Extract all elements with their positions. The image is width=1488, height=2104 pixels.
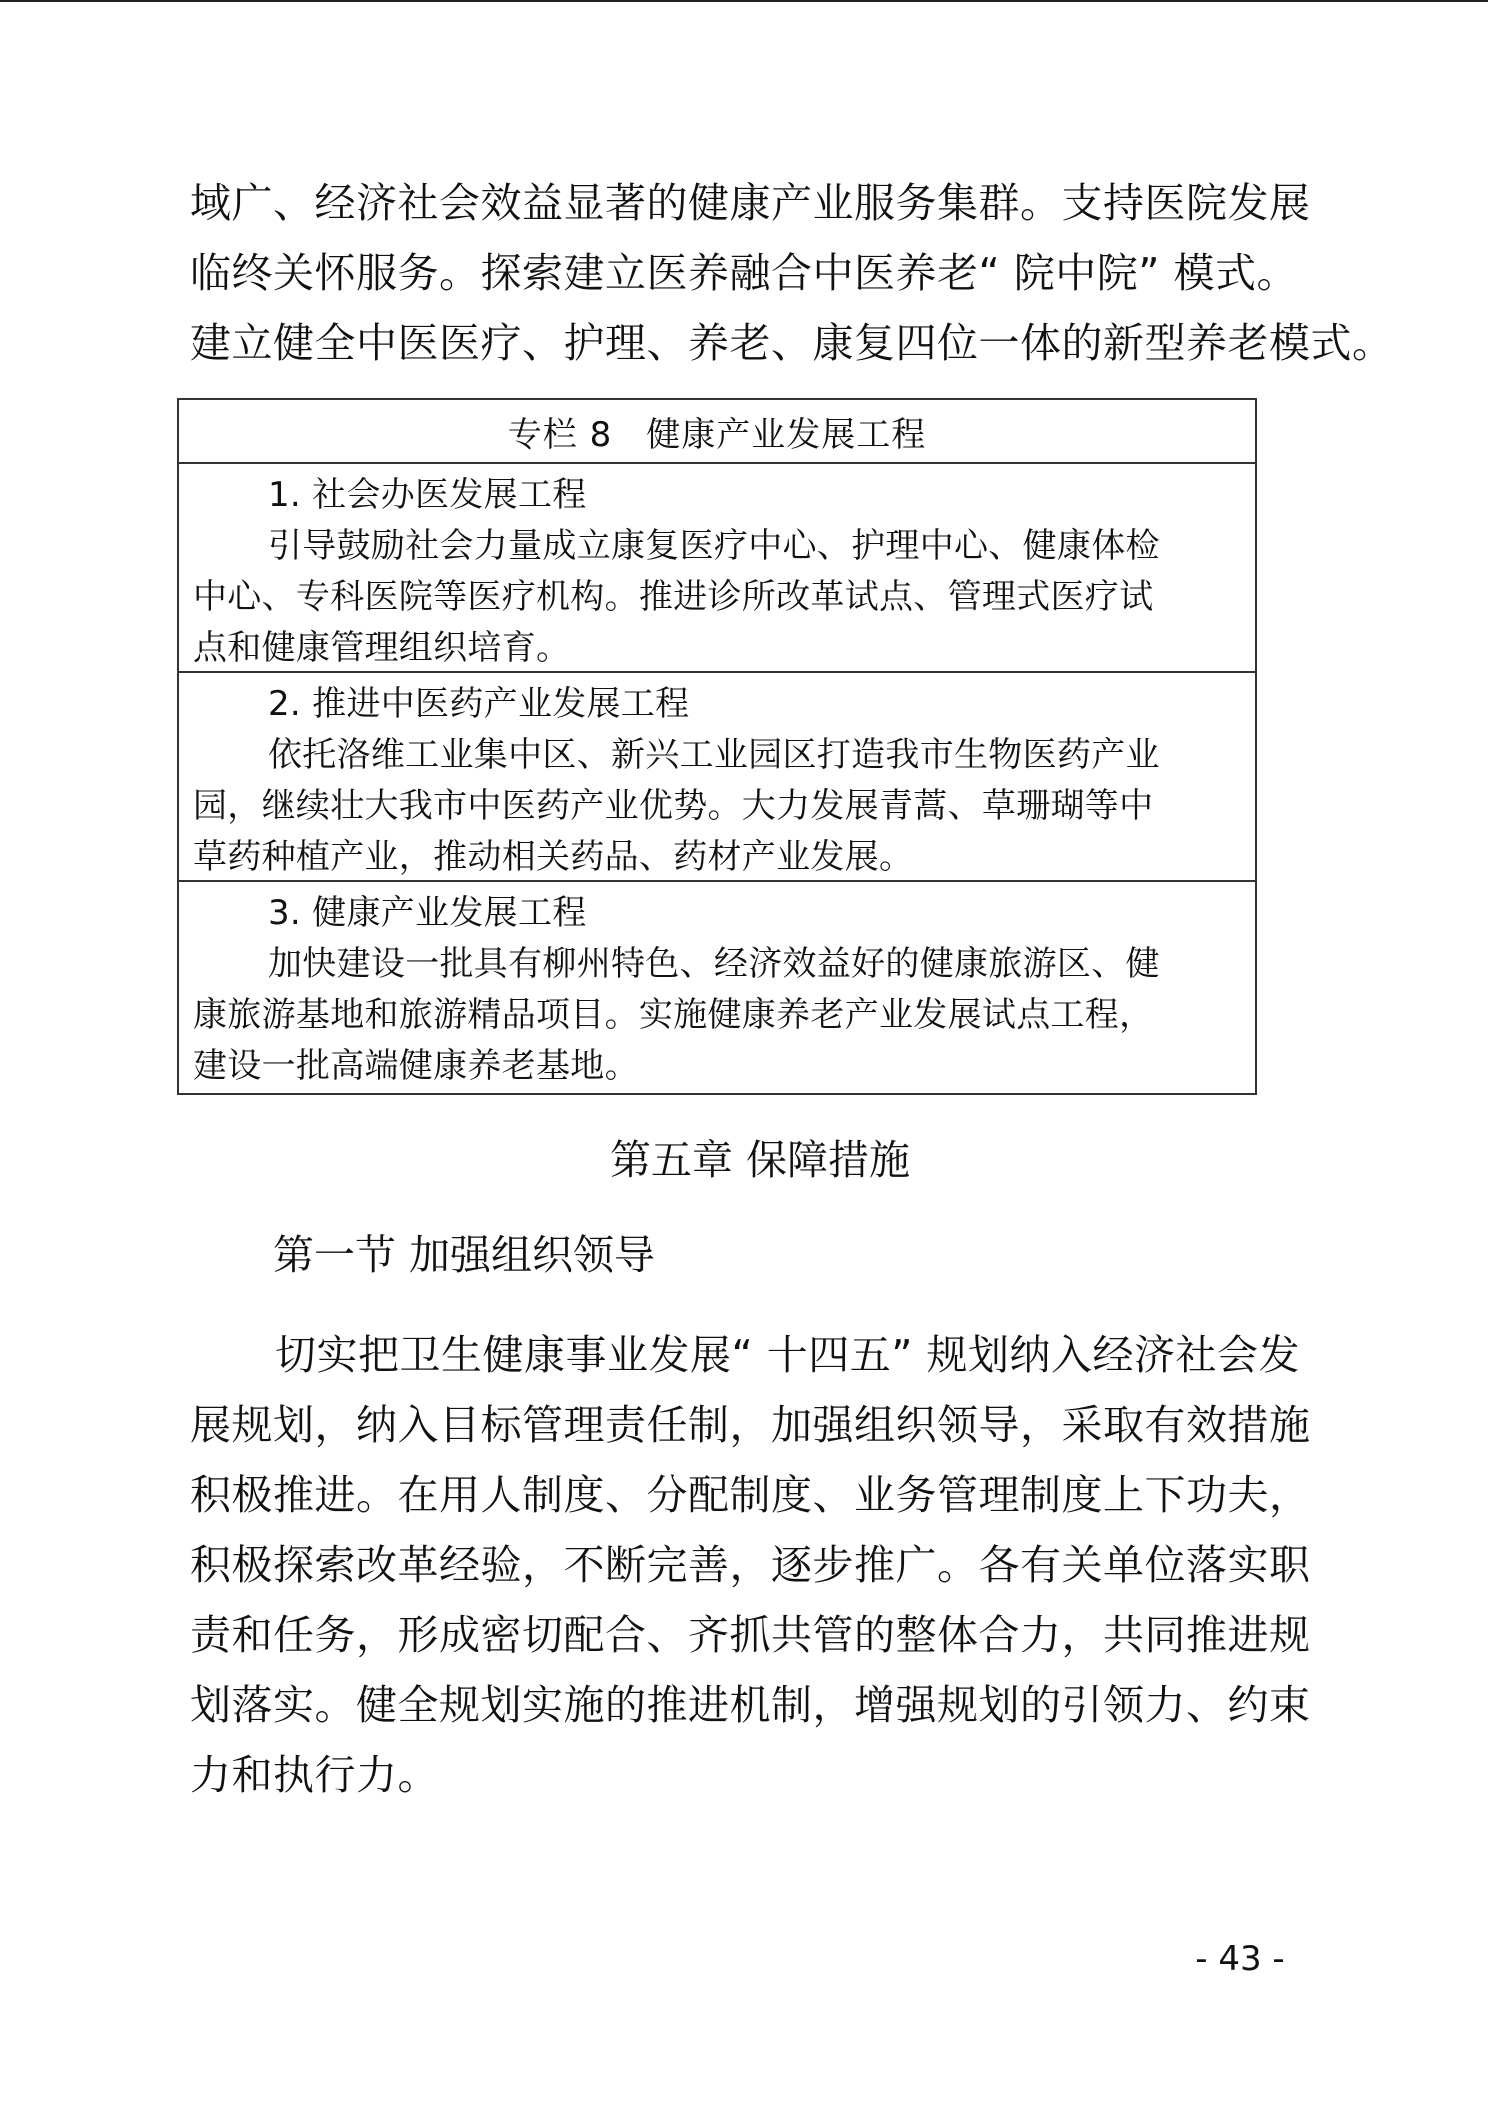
item-heading: 2. 推进中医药产业发展工程 bbox=[268, 684, 690, 724]
column-box bbox=[177, 398, 1257, 1095]
item-text-line: 园，继续壮大我市中医药产业优势。大力发展青蒿、草珊瑚等中 bbox=[193, 786, 1154, 826]
item-text-line: 建设一批高端健康养老基地。 bbox=[193, 1046, 639, 1086]
body-line: 积极探索改革经验，不断完善，逐步推广。各有关单位落实职 bbox=[190, 1541, 1311, 1589]
body-line: 划落实。健全规划实施的推进机制，增强规划的引领力、约束 bbox=[190, 1681, 1311, 1729]
column-box-heading: 健康产业发展工程 bbox=[646, 414, 927, 455]
item-text-line: 点和健康管理组织培育。 bbox=[193, 628, 571, 668]
body-line: 展规划，纳入目标管理责任制，加强组织领导，采取有效措施 bbox=[190, 1401, 1311, 1449]
column-box-item bbox=[179, 882, 1255, 1091]
item-text-line: 加快建设一批具有柳州特色、经济效益好的健康旅游区、健 bbox=[268, 944, 1160, 984]
column-box-title bbox=[179, 400, 1255, 464]
body-line: 责和任务，形成密切配合、齐抓共管的整体合力，共同推进规 bbox=[190, 1611, 1311, 1659]
item-heading: 3. 健康产业发展工程 bbox=[268, 893, 587, 933]
intro-paragraph bbox=[190, 168, 1394, 378]
body-line: 力和执行力。 bbox=[190, 1751, 439, 1799]
chapter-title: 第五章 保障措施 bbox=[609, 1136, 911, 1184]
item-text-line: 依托洛维工业集中区、新兴工业园区打造我市生物医药产业 bbox=[268, 735, 1160, 775]
column-box-item bbox=[179, 673, 1255, 882]
intro-line: 临终关怀服务。探索建立医养融合中医养老“ 院中院” 模式。 bbox=[190, 249, 1299, 297]
intro-line: 建立健全中医医疗、护理、养老、康复四位一体的新型养老模式。 bbox=[190, 319, 1394, 367]
intro-line: 域广、经济社会效益显著的健康产业服务集群。支持医院发展 bbox=[190, 179, 1311, 227]
body-line: 积极推进。在用人制度、分配制度、业务管理制度上下功夫， bbox=[190, 1471, 1311, 1519]
column-box-item bbox=[179, 464, 1255, 673]
item-text-line: 草药种植产业，推动相关药品、药材产业发展。 bbox=[193, 837, 914, 877]
column-box-number: 专栏 8 bbox=[507, 414, 613, 455]
item-text-line: 康旅游基地和旅游精品项目。实施健康养老产业发展试点工程， bbox=[193, 995, 1154, 1035]
top-border-line bbox=[0, 0, 1488, 2]
item-heading: 1. 社会办医发展工程 bbox=[268, 475, 587, 515]
section-title: 第一节 加强组织领导 bbox=[273, 1231, 656, 1279]
page-number: - 43 - bbox=[1195, 1939, 1285, 1979]
item-text-line: 引导鼓励社会力量成立康复医疗中心、护理中心、健康体检 bbox=[268, 526, 1160, 566]
body-paragraph bbox=[190, 1320, 1330, 1810]
body-line: 切实把卫生健康事业发展“ 十四五” 规划纳入经济社会发 bbox=[275, 1331, 1301, 1379]
item-text-line: 中心、专科医院等医疗机构。推进诊所改革试点、管理式医疗试 bbox=[193, 577, 1154, 617]
